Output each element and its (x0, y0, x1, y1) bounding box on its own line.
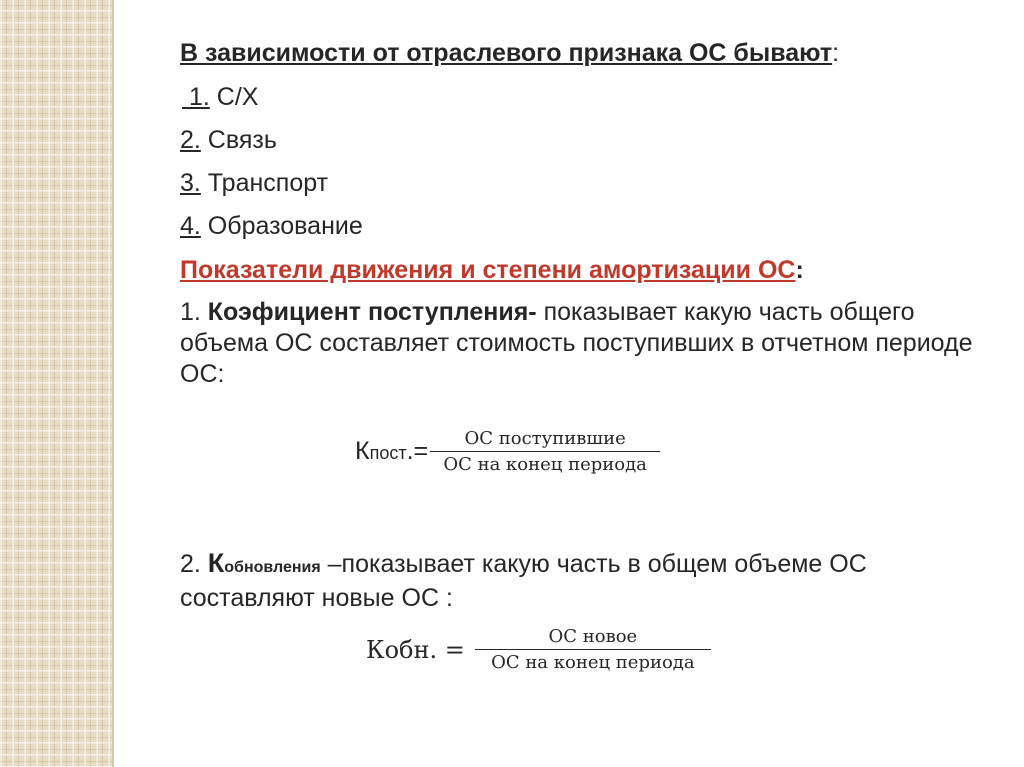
indicator-1-text: показывает какую часть общего объема ОС составляет стоимость поступивших в отчетном периоде ОС: (180, 298, 973, 388)
slide-heading (180, 38, 1000, 68)
list-item-number: 4. (180, 212, 201, 240)
indicator-2-description (180, 548, 1000, 614)
formula-receipt-coefficient (355, 428, 660, 475)
formula-2-numerator: ОС новое (475, 626, 711, 650)
list-item (180, 82, 1000, 112)
indicator-1-description (180, 297, 1000, 390)
formula-2-denominator: ОС на конец периода (491, 652, 695, 673)
indicator-1-number: 1. (180, 298, 208, 326)
indicator-2-term-sub: обновления (224, 559, 321, 576)
formula-2-lhs: Кобн. = (366, 635, 465, 664)
formula-1-lhs-sub: пост (369, 443, 407, 463)
section-title (180, 255, 1000, 285)
list-item (180, 211, 1000, 241)
indicator-2-term-main: К (207, 548, 225, 578)
slide-heading-colon: : (832, 39, 840, 67)
formula-1-lhs-main: К (355, 437, 370, 465)
list-item-text: Транспорт (200, 169, 329, 197)
decorative-side-pattern (0, 0, 112, 767)
list-item-number: 3. (180, 169, 201, 197)
formula-1-numerator: ОС поступившие (430, 428, 660, 452)
indicator-2-number: 2. (180, 550, 208, 578)
formula-1-lhs-tail: .= (406, 437, 429, 465)
indicator-1-term: Коэфициент поступления- (207, 298, 537, 326)
list-item-text: С/Х (209, 83, 259, 111)
formula-renewal-coefficient (366, 626, 711, 673)
list-item (180, 125, 1000, 155)
formula-1-denominator: ОС на конец периода (443, 454, 647, 475)
formula-1-lhs (355, 437, 428, 466)
section-title-text: Показатели движения и степени амортизации ОС (180, 256, 796, 284)
slide-heading-text: В зависимости от отраслевого признака ОС бывают (180, 39, 833, 67)
indicator-2-text: –показывает какую часть в общем объеме ОС составляют новые ОС : (180, 550, 867, 612)
list-item (180, 168, 1000, 198)
list-item-text: Образование (200, 212, 363, 240)
list-item-number: 2. (180, 126, 201, 154)
list-item-text: Связь (200, 126, 277, 154)
list-item-number (182, 83, 210, 111)
indicator-2-term (208, 550, 321, 578)
formula-2-fraction (475, 626, 711, 673)
side-divider (112, 0, 114, 767)
section-title-colon: : (795, 256, 804, 284)
list-item-number-text: 1. (188, 83, 210, 111)
formula-1-fraction (430, 428, 660, 475)
